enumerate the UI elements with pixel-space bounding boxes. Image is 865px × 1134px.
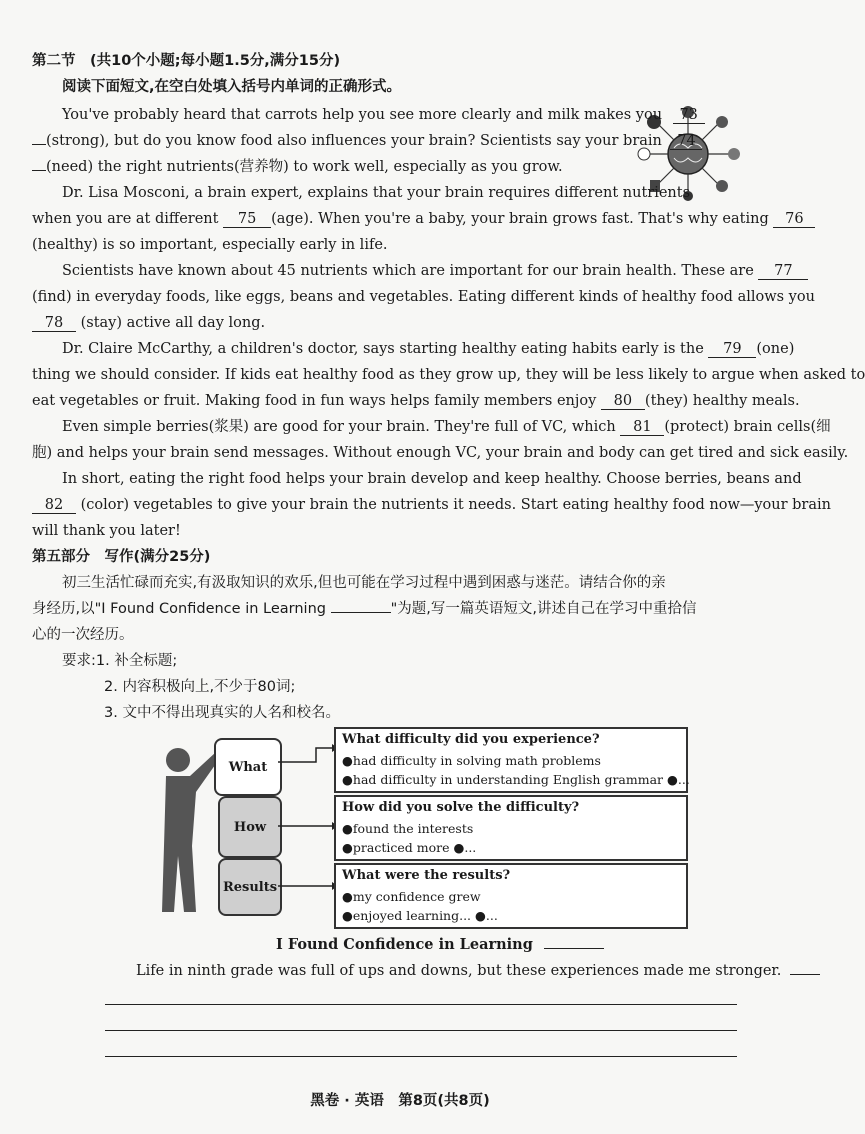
passage-line: Scientists have known about 45 nutrients which are important for our brain health. These are 77 — [62, 262, 808, 280]
requirement: 3. 文中不得出现真实的人名和校名。 — [104, 705, 340, 721]
passage-line: Dr. Lisa Mosconi, a brain expert, explains that your brain requires different nutrients — [62, 185, 691, 201]
block-results: Results — [218, 858, 282, 916]
page-footer: 黑卷 · 英语 第8页(共8页) — [310, 1093, 490, 1109]
passage-line: Even simple berries(浆果) are good for your brain. They're full of VC, which 81 (protect) brain cells(细 — [62, 419, 831, 435]
passage-line: You've probably heard that carrots help you see more clearly and milk makes you 73 — [62, 106, 705, 124]
passage-line: In short, eating the right food helps your brain develop and keep healthy. Choose berries, beans and — [62, 471, 802, 487]
part5-title: 第五部分 写作(满分25分) — [32, 549, 211, 565]
essay-first-line: Life in ninth grade was full of ups and downs, but these experiences made me stronger. — [136, 962, 820, 980]
passage-line: will thank you later! — [32, 523, 181, 539]
part5-intro: 初三生活忙碌而充实,有汲取知识的欢乐,但也可能在学习过程中遇到困惑与迷茫。请结合你的亲 — [62, 575, 666, 591]
passage-line: (strong), but do you know food also influences your brain? Scientists say your brain 74 — [32, 132, 702, 150]
blank-81[interactable]: 81 — [620, 419, 664, 436]
writing-line[interactable] — [105, 1004, 737, 1005]
title-blank[interactable] — [331, 612, 391, 613]
blank-80[interactable]: 80 — [601, 393, 645, 410]
blank-73-tail[interactable] — [32, 144, 46, 145]
part5-intro: 身经历,以"I Found Confidence in Learning "为题,写一篇英语短文,讲述自己在学习中重拾信 — [32, 601, 697, 617]
section-instruction: 阅读下面短文,在空白处填入括号内单词的正确形式。 — [62, 79, 402, 95]
requirement: 2. 内容积极向上,不少于80词; — [104, 679, 296, 695]
blank-77[interactable]: 77 — [758, 263, 808, 280]
connector-arrows — [276, 740, 338, 900]
blank-78[interactable]: 78 — [32, 315, 76, 332]
writing-line[interactable] — [105, 1056, 737, 1057]
part5-intro: 心的一次经历。 — [32, 627, 134, 643]
essay-title: I Found Confidence in Learning — [276, 936, 604, 954]
section-title: 第二节 (共10个小题;每小题1.5分,满分15分) — [32, 53, 341, 69]
prompt-box-what: What difficulty did you experience? ●had difficulty in solving math problems ●had difficulty in understanding English grammar ●... — [334, 727, 688, 793]
blank-74-tail[interactable] — [32, 170, 46, 171]
block-how: How — [218, 796, 282, 858]
prompt-box-results: What were the results? ●my confidence grew ●enjoyed learning... ●... — [334, 863, 688, 929]
block-what: What — [214, 738, 282, 796]
prompt-box-how: How did you solve the difficulty? ●found the interests ●practiced more ●... — [334, 795, 688, 861]
passage-line: 胞) and helps your brain send messages. Without enough VC, your brain and body can get tired and sick easily. — [32, 445, 849, 461]
passage-line: (find) in everyday foods, like eggs, beans and vegetables. Eating different kinds of healthy food allows you — [32, 289, 815, 305]
blank-76[interactable]: 76 — [773, 211, 815, 228]
passage-line: 78 (stay) active all day long. — [32, 314, 265, 332]
blank-82[interactable]: 82 — [32, 497, 76, 514]
essay-title-blank[interactable] — [544, 948, 604, 949]
blank-74[interactable]: 74 — [670, 133, 702, 150]
blank-79[interactable]: 79 — [708, 341, 756, 358]
requirement: 要求:1. 补全标题; — [62, 653, 178, 669]
blank-73[interactable]: 73 — [673, 107, 705, 124]
blank-75[interactable]: 75 — [223, 211, 271, 228]
writing-line[interactable] — [105, 1030, 737, 1031]
passage-line: Dr. Claire McCarthy, a children's doctor, says starting healthy eating habits early is the 79 (one) — [62, 341, 795, 357]
passage-line: eat vegetables or fruit. Making food in fun ways helps family members enjoy 80 (they) healthy meals. — [32, 393, 800, 409]
passage-line: when you are at different 75 (age). When you're a baby, your brain grows fast. That's why eating 76 — [32, 210, 815, 228]
passage-line: (need) the right nutrients(营养物) to work well, especially as you grow. — [32, 158, 563, 176]
passage-line: 82 (color) vegetables to give your brain the nutrients it needs. Start eating healthy food now—your brain — [32, 496, 831, 514]
writing-blank[interactable] — [790, 974, 820, 975]
person-figure — [160, 746, 220, 916]
passage-line: (healthy) is so important, especially early in life. — [32, 237, 388, 253]
passage-line: thing we should consider. If kids eat healthy food as they grow up, they will be less likely to argue when asked to — [32, 367, 865, 383]
